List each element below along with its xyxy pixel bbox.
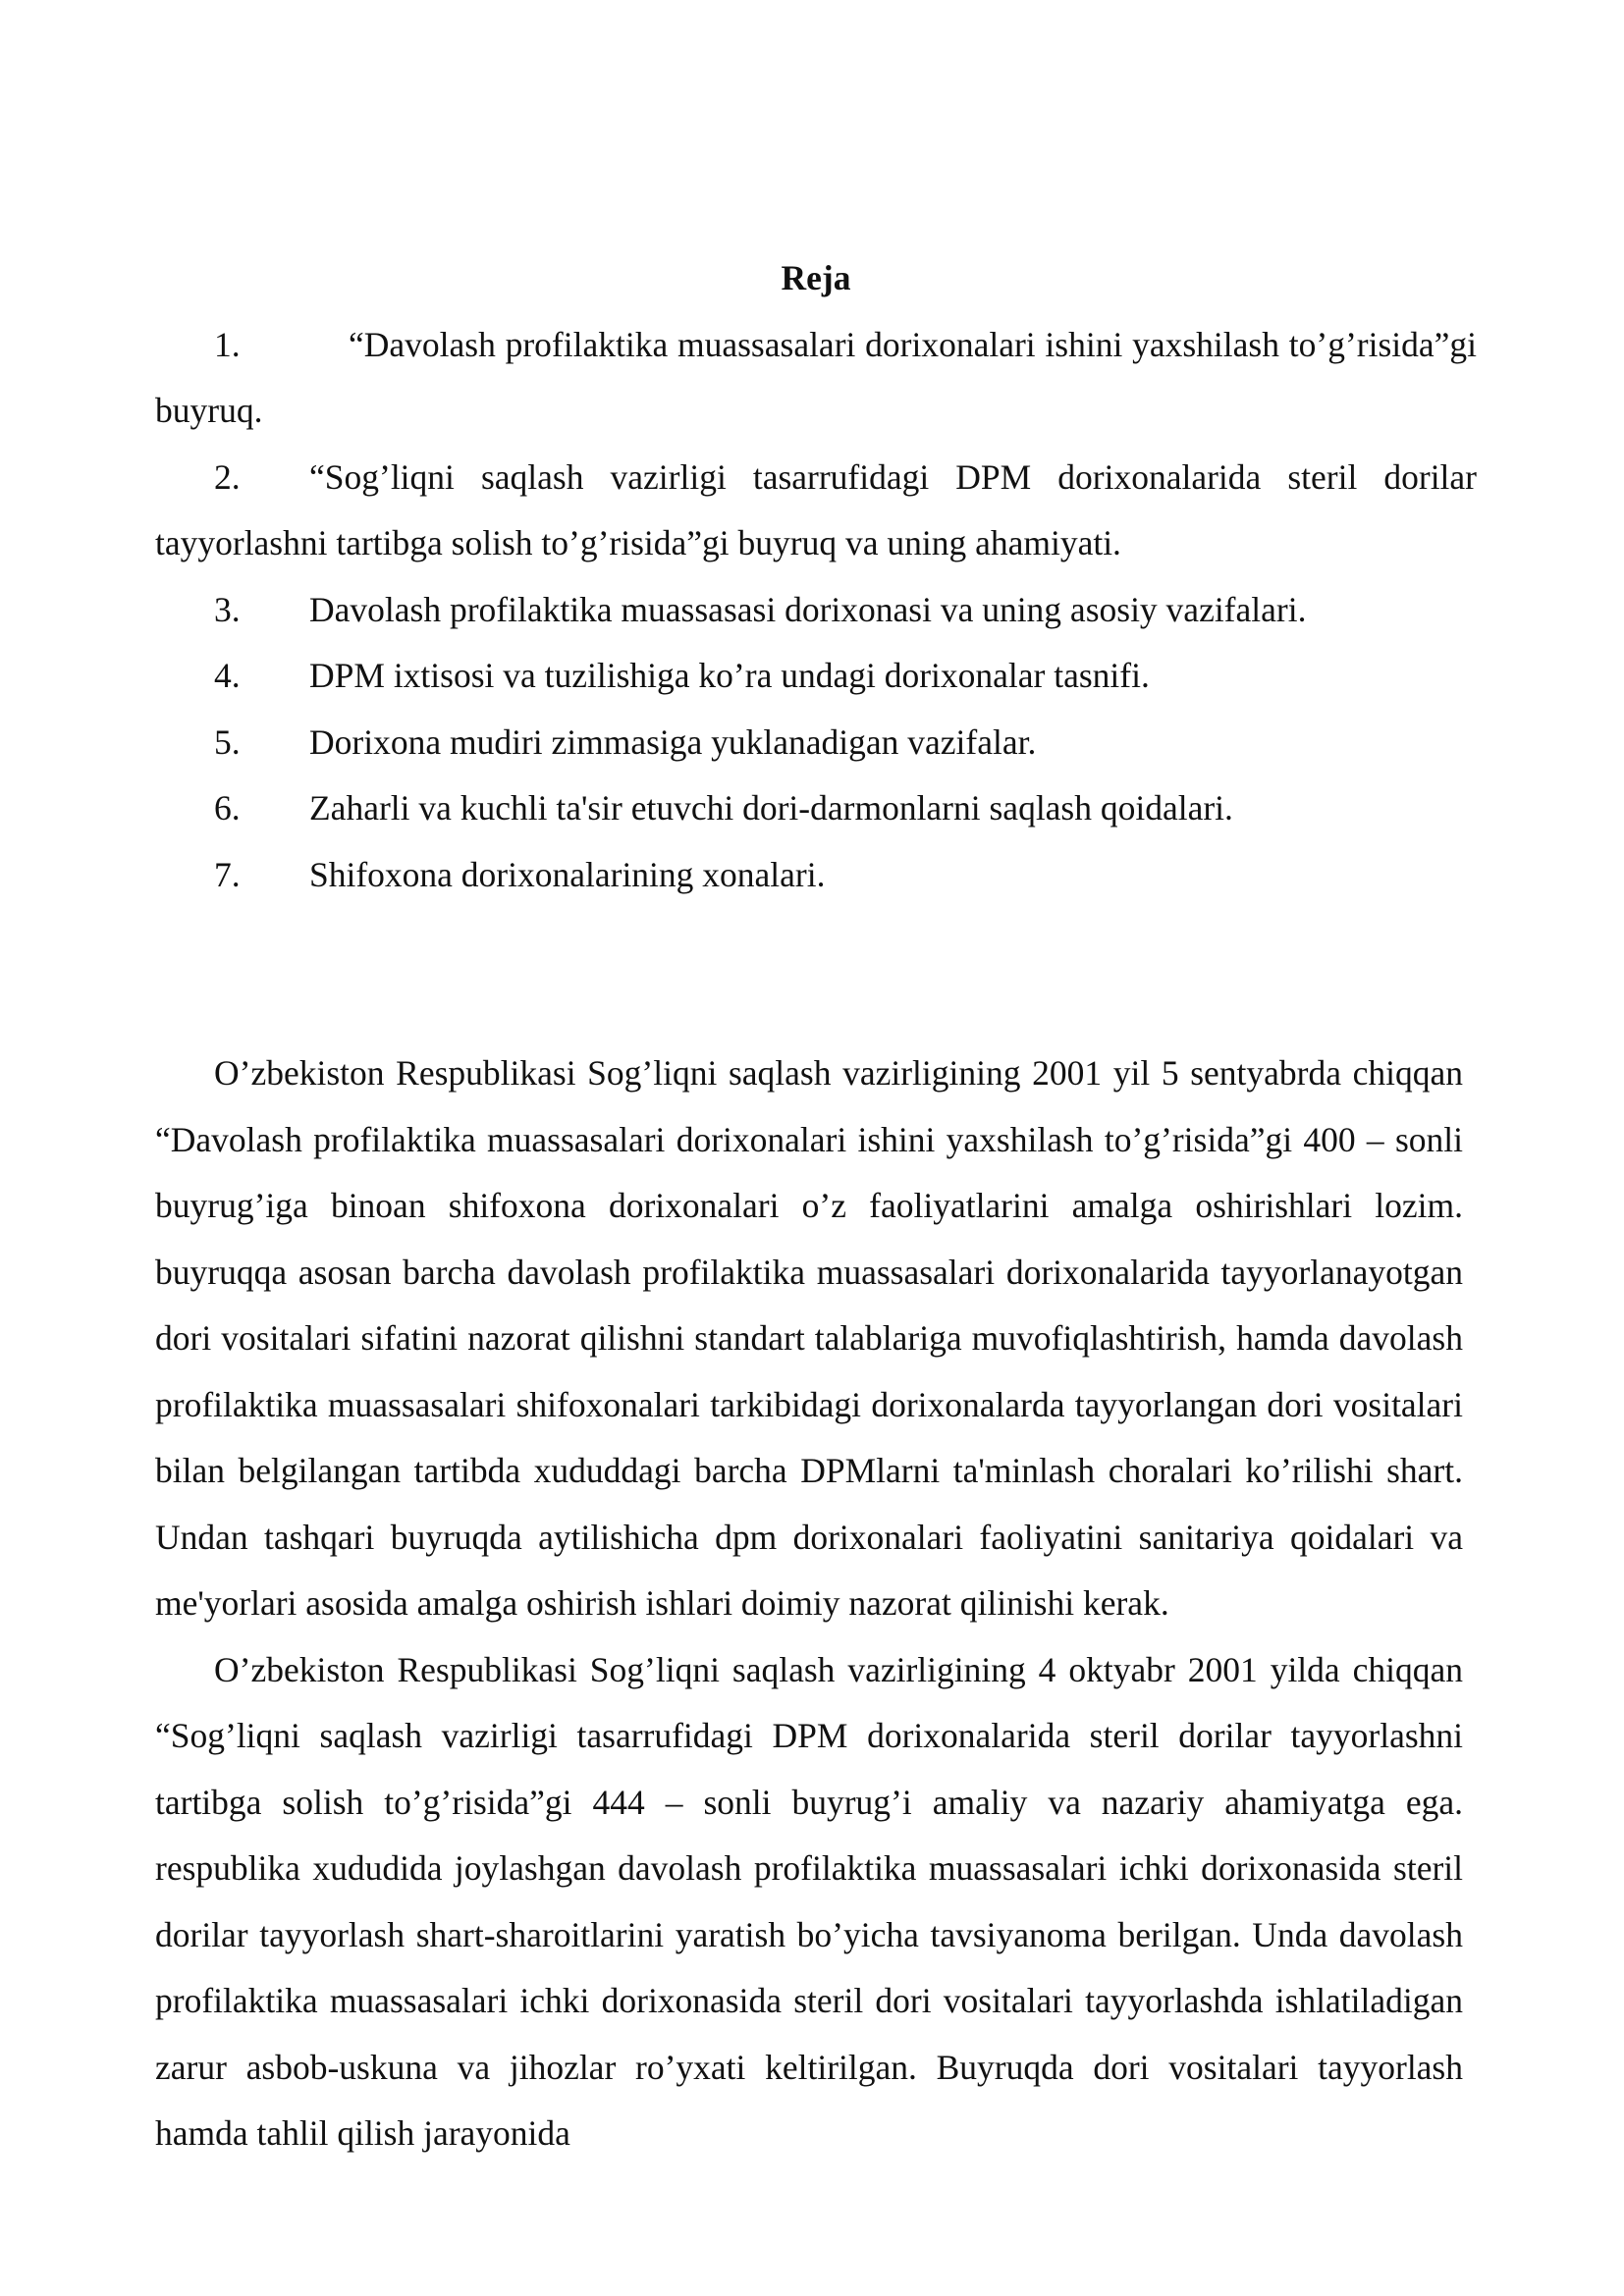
plan-item [155,445,1477,577]
plan-item-text: Shifoxona dorixonalarining xonalari. [309,854,826,894]
plan-item-number: 5. [214,721,241,762]
plan-item-number: 4. [214,656,241,695]
plan-item-text: “Davolash profilaktika muassasalari dorixonalari ishini yaxshilash to’g’risida”gi buyruq. [155,324,1477,430]
plan-item-text: “Sog’liqni saqlash vazirligi tasarrufidagi DPM dorixonalarida steril dorilar tayyorlashni tartibga solish to’g’risida”gi buyruq va uning ahamiyati. [155,456,1477,562]
plan-item-text: DPM ixtisosi va tuzilishiga ko’ra undagi dorixonalar tasnifi. [309,656,1150,695]
plan-item [155,577,1477,644]
plan-item-number: 2. [214,456,241,497]
plan-item [155,710,1477,776]
plan-item-number: 3. [214,589,241,629]
document-title: Reja [781,258,851,297]
plan-item-text: Davolash profilaktika muassasasi dorixonasi va uning asosiy vazifalari. [309,589,1307,629]
plan-item-text: Dorixona mudiri zimmasiga yuklanadigan vazifalar. [309,721,1037,762]
section-spacer [155,908,1477,1041]
plan-item [155,312,1477,445]
body-paragraph: O’zbekiston Respublikasi Sog’liqni saqlash vazirligining 4 oktyabr 2001 yilda chiqqan “Sog’liqni saqlash vazirligi tasarrufidagi DPM dorixonalarida steril dorilar tayyorlashni tartibga solish to’g’risida”gi 444 – sonli buyrug’i amaliy va nazariy ahamiyatga ega. respublika xududida joylashgan davolash profilaktika muassasalari ichki dorixonasida steril dorilar tayyorlash shart-sharoitlarini yaratish bo’yicha tavsiyanoma berilgan. Unda davolash profilaktika muassasalari ichki dorixonasida steril dori vositalari tayyorlashda ishlatiladigan zarur asbob-uskuna va jihozlar ro’yxati keltirilgan. Buyruqda dori vositalari tayyorlash hamda tahlil qilish jarayonida [155,1649,1463,2153]
document-page [155,245,1477,2167]
plan-item [155,775,1477,842]
plan-item-number: 6. [214,788,241,828]
plan-item [155,643,1477,710]
plan-item-text: Zaharli va kuchli ta'sir etuvchi dori-darmonlarni saqlash qoidalari. [309,788,1233,828]
body-paragraph: O’zbekiston Respublikasi Sog’liqni saqlash vazirligining 2001 yil 5 sentyabrda chiqqan “Davolash profilaktika muassasalari dorixonalari ishini yaxshilash to’g’risida”gi 400 – sonli buyrug’iga binoan shifoxona dorixonalari o’z faoliyatlarini amalga oshirishlari lozim. buyruqqa asosan barcha davolash profilaktika muassasalari dorixonalarida tayyorlanayotgan dori vositalari sifatini nazorat qilishni standart talablariga muvofiqlashtirish, hamda davolash profilaktika muassasalari shifoxonalari tarkibidagi dorixonalarda tayyorlangan dori vositalari bilan belgilangan tartibda xududdagi barcha DPMlarni ta'minlash choralari ko’rilishi shart. Undan tashqari buyruqda aytilishicha dpm dorixonalari faoliyatini sanitariya qoidalari va me'yorlari asosida amalga oshirish ishlari doimiy nazorat qilinishi kerak. [155,1053,1463,1623]
plan-item-number: 7. [214,854,241,894]
plan-item [155,842,1477,909]
plan-item-number: 1. [214,324,241,364]
